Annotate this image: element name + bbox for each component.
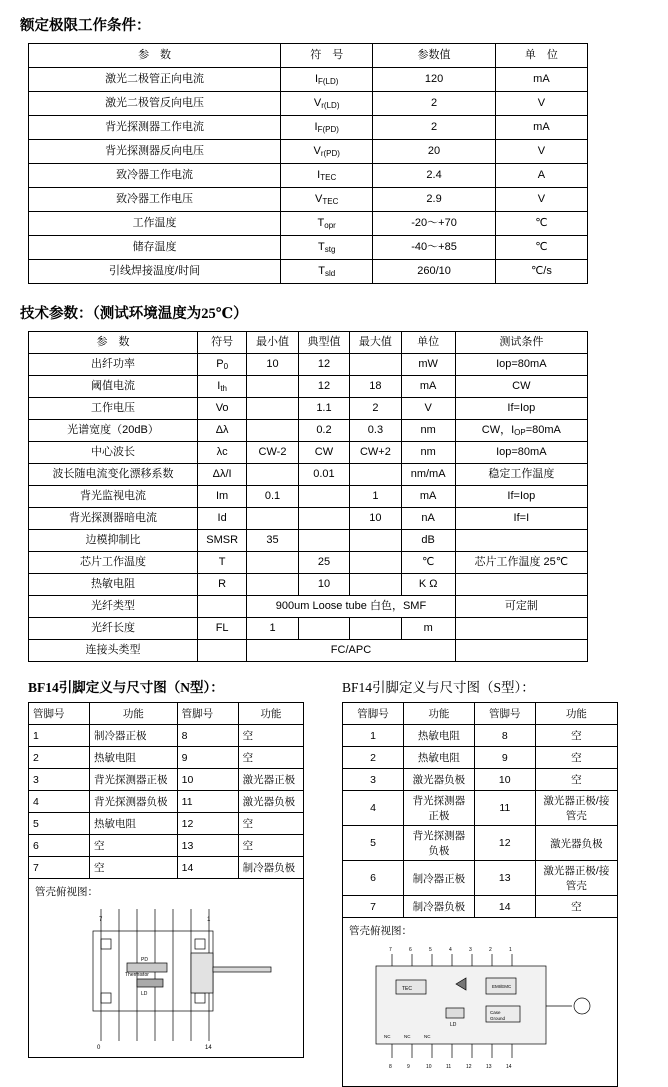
cell-param: 引线焊接温度/时间 bbox=[29, 260, 281, 284]
pin-column-n bbox=[28, 676, 304, 1058]
cell-condition: If=Iop bbox=[455, 398, 587, 420]
cell-value: -40～+85 bbox=[373, 236, 496, 260]
table-row bbox=[29, 164, 588, 188]
pin-s-figure-label: 管壳俯视图： bbox=[349, 925, 412, 937]
cell-typ: 25 bbox=[298, 552, 349, 574]
column-header: 符号 bbox=[197, 332, 246, 354]
cell-pin-number: 11 bbox=[474, 791, 535, 826]
cell-condition bbox=[455, 530, 587, 552]
svg-text:11: 11 bbox=[446, 1064, 452, 1070]
cell-value: -20～+70 bbox=[373, 212, 496, 236]
table-row bbox=[29, 376, 588, 398]
table-row bbox=[29, 260, 588, 284]
cell-param: 芯片工作温度 bbox=[29, 552, 198, 574]
svg-text:3: 3 bbox=[469, 947, 472, 953]
cell-symbol: SMSR bbox=[197, 530, 246, 552]
package-top-view-s-icon bbox=[349, 940, 611, 1080]
cell-pin-function: 空 bbox=[535, 769, 617, 791]
cell-min bbox=[247, 508, 298, 530]
cell-pin-function: 制冷器负极 bbox=[404, 896, 475, 918]
cell-unit: mA bbox=[401, 486, 455, 508]
cell-pin-function: 激光器负极 bbox=[404, 769, 475, 791]
cell-pin-number: 8 bbox=[177, 725, 238, 747]
svg-text:14: 14 bbox=[205, 1045, 212, 1051]
cell-pin-number: 12 bbox=[474, 826, 535, 861]
svg-text:LD: LD bbox=[141, 991, 148, 997]
cell-pin-number: 5 bbox=[29, 813, 90, 835]
cell-symbol: $I_{F(PD)}$ bbox=[281, 116, 373, 140]
cell-max bbox=[350, 354, 401, 376]
cell-pin-number: 4 bbox=[29, 791, 90, 813]
cell-condition bbox=[455, 574, 587, 596]
table-row bbox=[29, 857, 304, 879]
cell-pin-number: 14 bbox=[177, 857, 238, 879]
cell-max: 2 bbox=[350, 398, 401, 420]
cell-max bbox=[350, 618, 401, 640]
cell-typ: 0.01 bbox=[298, 464, 349, 486]
svg-text:0: 0 bbox=[97, 1045, 101, 1051]
column-header: 参数值 bbox=[373, 44, 496, 68]
cell-min bbox=[247, 398, 298, 420]
svg-text:7: 7 bbox=[99, 917, 103, 923]
cell-pin-function: 制冷器负极 bbox=[238, 857, 303, 879]
pin-s-figure-box bbox=[342, 918, 618, 1087]
column-header: 功能 bbox=[238, 703, 303, 725]
cell-param: 出纤功率 bbox=[29, 354, 198, 376]
cell-pin-function: 空 bbox=[535, 896, 617, 918]
table-row bbox=[29, 236, 588, 260]
cell-merged: FC/APC bbox=[247, 640, 455, 662]
table-row bbox=[29, 464, 588, 486]
cell-pin-function: 空 bbox=[238, 813, 303, 835]
cell-condition: If=Iop bbox=[455, 486, 587, 508]
table-header-row bbox=[29, 332, 588, 354]
table-row bbox=[29, 212, 588, 236]
table-row bbox=[29, 596, 588, 618]
svg-text:Thermistor: Thermistor bbox=[125, 972, 149, 978]
cell-param: 致冷器工作电压 bbox=[29, 188, 281, 212]
table-row bbox=[343, 896, 618, 918]
cell-pin-number: 2 bbox=[29, 747, 90, 769]
cell-param: 背光探测器反向电压 bbox=[29, 140, 281, 164]
cell-symbol: λc bbox=[197, 442, 246, 464]
cell-param: 背光探测器暗电流 bbox=[29, 508, 198, 530]
cell-unit: V bbox=[495, 140, 587, 164]
cell-symbol: $P_0$ bbox=[197, 354, 246, 376]
cell-unit: V bbox=[495, 188, 587, 212]
column-header: 参 数 bbox=[29, 44, 281, 68]
table-row bbox=[29, 92, 588, 116]
column-header: 管脚号 bbox=[29, 703, 90, 725]
cell-symbol: T bbox=[197, 552, 246, 574]
cell-unit: ℃ bbox=[495, 236, 587, 260]
cell-condition: CW bbox=[455, 376, 587, 398]
column-header: 最小值 bbox=[247, 332, 298, 354]
cell-pin-function: 空 bbox=[238, 835, 303, 857]
cell-symbol: $T_{opr}$ bbox=[281, 212, 373, 236]
cell-pin-function: 激光器负极 bbox=[535, 826, 617, 861]
cell-pin-function: 空 bbox=[90, 857, 178, 879]
table-row bbox=[29, 188, 588, 212]
cell-max: 18 bbox=[350, 376, 401, 398]
table-row bbox=[29, 640, 588, 662]
cell-pin-function: 激光器正极/接管壳 bbox=[535, 861, 617, 896]
svg-text:4: 4 bbox=[449, 947, 452, 953]
cell-pin-number: 6 bbox=[343, 861, 404, 896]
table-row bbox=[343, 791, 618, 826]
cell-pin-function: 空 bbox=[535, 725, 617, 747]
svg-text:6: 6 bbox=[409, 947, 412, 953]
cell-symbol: $T_{stg}$ bbox=[281, 236, 373, 260]
cell-symbol bbox=[197, 640, 246, 662]
specs-table bbox=[28, 331, 588, 662]
column-header: 管脚号 bbox=[474, 703, 535, 725]
cell-param: 激光二极管正向电流 bbox=[29, 68, 281, 92]
pin-definitions bbox=[28, 676, 654, 1087]
table-row bbox=[29, 420, 588, 442]
cell-condition bbox=[455, 640, 587, 662]
table-row bbox=[343, 725, 618, 747]
cell-unit: nA bbox=[401, 508, 455, 530]
cell-condition: 稳定工作温度 bbox=[455, 464, 587, 486]
table-row bbox=[29, 791, 304, 813]
cell-max: CW+2 bbox=[350, 442, 401, 464]
cell-pin-number: 7 bbox=[343, 896, 404, 918]
cell-symbol: Vo bbox=[197, 398, 246, 420]
cell-typ bbox=[298, 618, 349, 640]
cell-min: 0.1 bbox=[247, 486, 298, 508]
column-header: 典型值 bbox=[298, 332, 349, 354]
table-row bbox=[29, 140, 588, 164]
cell-pin-function: 热敏电阻 bbox=[404, 725, 475, 747]
cell-min: CW-2 bbox=[247, 442, 298, 464]
cell-min bbox=[247, 552, 298, 574]
cell-typ bbox=[298, 508, 349, 530]
pin-n-figure-label: 管壳俯视图： bbox=[35, 886, 98, 898]
cell-param: 工作温度 bbox=[29, 212, 281, 236]
table-row bbox=[29, 813, 304, 835]
cell-max bbox=[350, 530, 401, 552]
cell-merged: 900um Loose tube 白色，SMF bbox=[247, 596, 455, 618]
svg-text:9: 9 bbox=[407, 1064, 410, 1070]
table-row bbox=[343, 861, 618, 896]
column-header: 管脚号 bbox=[343, 703, 404, 725]
cell-symbol: Δλ bbox=[197, 420, 246, 442]
column-header: 参 数 bbox=[29, 332, 198, 354]
svg-text:TEC: TEC bbox=[402, 986, 412, 992]
cell-param: 波长随电流变化漂移系数 bbox=[29, 464, 198, 486]
cell-unit: K Ω bbox=[401, 574, 455, 596]
table-row bbox=[343, 747, 618, 769]
cell-pin-number: 9 bbox=[474, 747, 535, 769]
cell-unit: mW bbox=[401, 354, 455, 376]
cell-max bbox=[350, 464, 401, 486]
column-header: 功能 bbox=[404, 703, 475, 725]
cell-pin-number: 1 bbox=[343, 725, 404, 747]
column-header: 单位 bbox=[401, 332, 455, 354]
cell-unit: A bbox=[495, 164, 587, 188]
table-header-row bbox=[29, 703, 304, 725]
specs-section-title: 技术参数：（测试环境温度为25℃） bbox=[20, 306, 248, 322]
table-row bbox=[29, 747, 304, 769]
svg-text:1: 1 bbox=[509, 947, 512, 953]
cell-pin-function: 空 bbox=[238, 747, 303, 769]
cell-min: 35 bbox=[247, 530, 298, 552]
cell-condition: Iop=80mA bbox=[455, 354, 587, 376]
column-header: 最大值 bbox=[350, 332, 401, 354]
cell-pin-function: 背光探测器正极 bbox=[90, 769, 178, 791]
cell-symbol: Im bbox=[197, 486, 246, 508]
cell-symbol: Δλ/I bbox=[197, 464, 246, 486]
cell-unit: mA bbox=[495, 68, 587, 92]
cell-pin-function: 空 bbox=[238, 725, 303, 747]
svg-text:PD: PD bbox=[141, 957, 148, 963]
cell-condition: 可定制 bbox=[455, 596, 587, 618]
cell-typ: 12 bbox=[298, 354, 349, 376]
cell-param: 激光二极管反向电压 bbox=[29, 92, 281, 116]
cell-param: 阈值电流 bbox=[29, 376, 198, 398]
cell-typ: CW bbox=[298, 442, 349, 464]
cell-param: 连接头类型 bbox=[29, 640, 198, 662]
svg-text:7: 7 bbox=[389, 947, 392, 953]
cell-pin-function: 制冷器正极 bbox=[90, 725, 178, 747]
cell-symbol: $I_{TEC}$ bbox=[281, 164, 373, 188]
table-row bbox=[29, 354, 588, 376]
cell-param: 光谱宽度（20dB） bbox=[29, 420, 198, 442]
cell-unit: V bbox=[495, 92, 587, 116]
svg-text:12: 12 bbox=[466, 1064, 472, 1070]
cell-param: 边模抑制比 bbox=[29, 530, 198, 552]
cell-unit: V bbox=[401, 398, 455, 420]
cell-max: 10 bbox=[350, 508, 401, 530]
table-header-row bbox=[343, 703, 618, 725]
cell-pin-number: 5 bbox=[343, 826, 404, 861]
cell-typ bbox=[298, 530, 349, 552]
svg-text:NC: NC bbox=[404, 1034, 411, 1039]
cell-pin-number: 10 bbox=[177, 769, 238, 791]
cell-pin-number: 3 bbox=[29, 769, 90, 791]
table-row bbox=[29, 486, 588, 508]
cell-param: 储存温度 bbox=[29, 236, 281, 260]
cell-pin-function: 热敏电阻 bbox=[404, 747, 475, 769]
column-header: 符 号 bbox=[281, 44, 373, 68]
cell-pin-number: 1 bbox=[29, 725, 90, 747]
cell-value: 2.9 bbox=[373, 188, 496, 212]
cell-pin-number: 2 bbox=[343, 747, 404, 769]
table-row bbox=[29, 398, 588, 420]
cell-pin-function: 制冷器正极 bbox=[404, 861, 475, 896]
table-row bbox=[29, 552, 588, 574]
cell-param: 热敏电阻 bbox=[29, 574, 198, 596]
cell-param: 背光探测器工作电流 bbox=[29, 116, 281, 140]
cell-param: 致冷器工作电流 bbox=[29, 164, 281, 188]
cell-value: 2 bbox=[373, 116, 496, 140]
table-row bbox=[29, 508, 588, 530]
cell-param: 光纤类型 bbox=[29, 596, 198, 618]
cell-pin-number: 9 bbox=[177, 747, 238, 769]
cell-pin-function: 热敏电阻 bbox=[90, 813, 178, 835]
cell-unit: mA bbox=[495, 116, 587, 140]
cell-pin-function: 热敏电阻 bbox=[90, 747, 178, 769]
pin-s-table bbox=[342, 702, 618, 918]
cell-pin-number: 3 bbox=[343, 769, 404, 791]
cell-symbol: Id bbox=[197, 508, 246, 530]
table-row bbox=[343, 826, 618, 861]
table-row bbox=[29, 116, 588, 140]
table-header-row bbox=[29, 44, 588, 68]
ratings-table bbox=[28, 43, 588, 284]
cell-pin-number: 10 bbox=[474, 769, 535, 791]
cell-value: 260/10 bbox=[373, 260, 496, 284]
pin-n-title: BF14引脚定义与尺寸图（N型）： bbox=[28, 680, 224, 695]
cell-value: 2 bbox=[373, 92, 496, 116]
cell-param: 背光监视电流 bbox=[29, 486, 198, 508]
cell-max bbox=[350, 574, 401, 596]
cell-max: 1 bbox=[350, 486, 401, 508]
cell-unit: m bbox=[401, 618, 455, 640]
cell-value: 120 bbox=[373, 68, 496, 92]
table-row bbox=[29, 68, 588, 92]
cell-unit: nm/mA bbox=[401, 464, 455, 486]
cell-pin-number: 4 bbox=[343, 791, 404, 826]
cell-pin-number: 13 bbox=[177, 835, 238, 857]
cell-min bbox=[247, 420, 298, 442]
cell-pin-number: 6 bbox=[29, 835, 90, 857]
pin-n-table bbox=[28, 702, 304, 879]
cell-symbol: FL bbox=[197, 618, 246, 640]
table-row bbox=[29, 574, 588, 596]
svg-text:10: 10 bbox=[426, 1064, 432, 1070]
svg-text:14: 14 bbox=[506, 1064, 512, 1070]
cell-param: 工作电压 bbox=[29, 398, 198, 420]
svg-text:EMI/EMC: EMI/EMC bbox=[492, 984, 512, 989]
column-header: 测试条件 bbox=[455, 332, 587, 354]
svg-text:13: 13 bbox=[486, 1064, 492, 1070]
cell-pin-function: 背光探测器正极 bbox=[404, 791, 475, 826]
cell-condition: If=I bbox=[455, 508, 587, 530]
column-header: 管脚号 bbox=[177, 703, 238, 725]
cell-pin-function: 背光探测器负极 bbox=[404, 826, 475, 861]
cell-min: 1 bbox=[247, 618, 298, 640]
cell-pin-number: 8 bbox=[474, 725, 535, 747]
cell-typ bbox=[298, 486, 349, 508]
table-row bbox=[29, 442, 588, 464]
cell-unit: nm bbox=[401, 420, 455, 442]
cell-pin-number: 13 bbox=[474, 861, 535, 896]
table-row bbox=[29, 835, 304, 857]
pin-n-figure-box bbox=[28, 879, 304, 1058]
cell-symbol: R bbox=[197, 574, 246, 596]
cell-param: 光纤长度 bbox=[29, 618, 198, 640]
cell-symbol: $I_{F(LD)}$ bbox=[281, 68, 373, 92]
pin-s-title: BF14引脚定义与尺寸图（S型）： bbox=[342, 680, 535, 695]
table-row bbox=[29, 530, 588, 552]
cell-symbol: $V_{TEC}$ bbox=[281, 188, 373, 212]
cell-pin-function: 背光探测器负极 bbox=[90, 791, 178, 813]
cell-typ: 1.1 bbox=[298, 398, 349, 420]
cell-condition: CW，$I_{OP}=80mA$ bbox=[455, 420, 587, 442]
cell-min bbox=[247, 376, 298, 398]
cell-min bbox=[247, 574, 298, 596]
cell-value: 2.4 bbox=[373, 164, 496, 188]
cell-symbol bbox=[197, 596, 246, 618]
cell-pin-function: 空 bbox=[90, 835, 178, 857]
svg-text:Ground: Ground bbox=[490, 1016, 506, 1021]
cell-pin-number: 12 bbox=[177, 813, 238, 835]
cell-symbol: $V_{r(PD)}$ bbox=[281, 140, 373, 164]
column-header: 功能 bbox=[535, 703, 617, 725]
cell-unit: ℃/s bbox=[495, 260, 587, 284]
cell-unit: mA bbox=[401, 376, 455, 398]
cell-min bbox=[247, 464, 298, 486]
cell-symbol: $V_{r(LD)}$ bbox=[281, 92, 373, 116]
cell-value: 20 bbox=[373, 140, 496, 164]
cell-pin-function: 激光器正极 bbox=[238, 769, 303, 791]
cell-condition bbox=[455, 618, 587, 640]
cell-pin-number: 11 bbox=[177, 791, 238, 813]
cell-pin-number: 7 bbox=[29, 857, 90, 879]
table-row bbox=[343, 769, 618, 791]
pin-column-s bbox=[342, 676, 618, 1087]
cell-min: 10 bbox=[247, 354, 298, 376]
cell-symbol: $T_{sld}$ bbox=[281, 260, 373, 284]
cell-typ: 10 bbox=[298, 574, 349, 596]
svg-text:1: 1 bbox=[207, 917, 211, 923]
table-row bbox=[29, 618, 588, 640]
cell-unit: nm bbox=[401, 442, 455, 464]
table-row bbox=[29, 769, 304, 791]
svg-text:5: 5 bbox=[429, 947, 432, 953]
svg-text:Case: Case bbox=[490, 1010, 501, 1015]
column-header: 单 位 bbox=[495, 44, 587, 68]
ratings-section-title: 额定极限工作条件： bbox=[20, 18, 151, 34]
cell-symbol: $I_{th}$ bbox=[197, 376, 246, 398]
cell-typ: 12 bbox=[298, 376, 349, 398]
cell-pin-number: 14 bbox=[474, 896, 535, 918]
cell-unit: ℃ bbox=[495, 212, 587, 236]
package-top-view-n-icon bbox=[35, 901, 297, 1051]
svg-text:8: 8 bbox=[389, 1064, 392, 1070]
cell-param: 中心波长 bbox=[29, 442, 198, 464]
cell-pin-function: 激光器正极/接管壳 bbox=[535, 791, 617, 826]
svg-text:NC: NC bbox=[384, 1034, 391, 1039]
cell-condition: 芯片工作温度 25℃ bbox=[455, 552, 587, 574]
cell-max: 0.3 bbox=[350, 420, 401, 442]
cell-unit: ℃ bbox=[401, 552, 455, 574]
column-header: 功能 bbox=[90, 703, 178, 725]
cell-max bbox=[350, 552, 401, 574]
svg-text:2: 2 bbox=[489, 947, 492, 953]
cell-typ: 0.2 bbox=[298, 420, 349, 442]
svg-text:LD: LD bbox=[450, 1022, 457, 1028]
cell-condition: Iop=80mA bbox=[455, 442, 587, 464]
table-row bbox=[29, 725, 304, 747]
cell-pin-function: 激光器负极 bbox=[238, 791, 303, 813]
cell-unit: dB bbox=[401, 530, 455, 552]
cell-pin-function: 空 bbox=[535, 747, 617, 769]
svg-text:NC: NC bbox=[424, 1034, 431, 1039]
